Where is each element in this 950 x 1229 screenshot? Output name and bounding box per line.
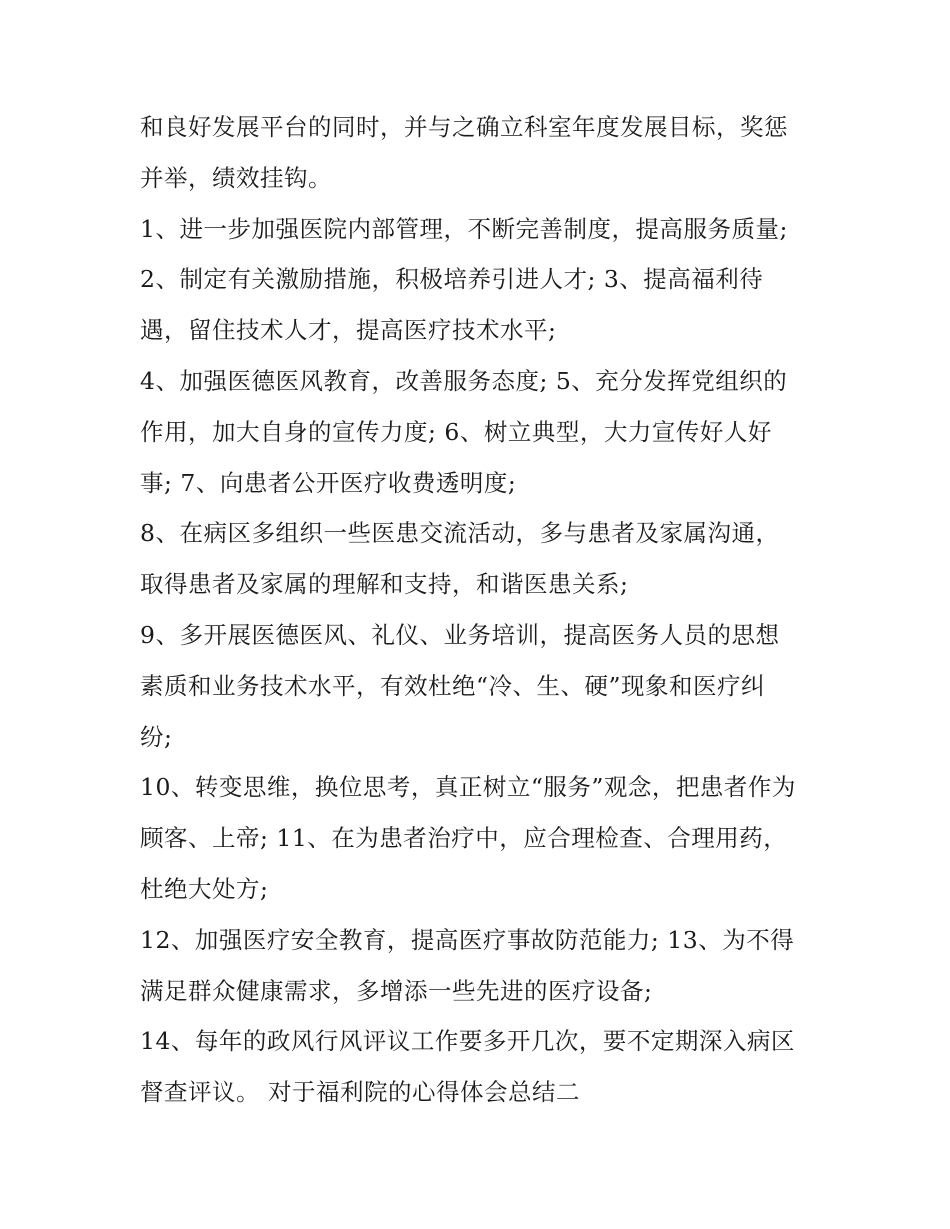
text-line: 作用，加大自身的宣传力度; 6、树立典型，大力宣传好人好 (140, 417, 772, 446)
text-line: 事; 7、向患者公开医疗收费透明度; (140, 468, 517, 497)
text-line: 2、制定有关激励措施，积极培养引进人才; 3、提高福利待 (140, 265, 764, 294)
text-line: 杜绝大处方; (140, 874, 269, 903)
text-line: 和良好发展平台的同时，并与之确立科室年度发展目标，奖惩 (140, 113, 788, 141)
text-line: 14、每年的政风行风评议工作要多开几次，要不定期深入病区 (140, 1027, 795, 1056)
text-line: 4、加强医德医风教育，改善服务态度; 5、充分发挥党组织的 (140, 366, 788, 395)
text-line: 10、转变思维，换位思考，真正树立“服务”观念，把患者作为 (140, 773, 796, 802)
text-line: 1、进一步加强医院内部管理，不断完善制度，提高服务质量; (140, 214, 788, 243)
text-line: 12、加强医疗安全教育，提高医疗事故防范能力; 13、为不得 (140, 925, 795, 954)
text-line: 8、在病区多组织一些医患交流活动，多与患者及家属沟通， (140, 519, 780, 548)
text-line: 素质和业务技术水平，有效杜绝“冷、生、硬”现象和医疗纠 (140, 671, 766, 700)
text-line: 并举，绩效挂钩。 (140, 163, 332, 192)
text-line: 9、多开展医德医风、礼仪、业务培训，提高医务人员的思想 (140, 620, 780, 649)
document-body (140, 102, 830, 1118)
text-line: 满足群众健康需求，多增添一些先进的医疗设备; (140, 976, 653, 1005)
text-line: 取得患者及家属的理解和支持，和谐医患关系; (140, 570, 629, 599)
text-line: 纷; (140, 722, 173, 751)
text-line: 遇，留住技术人才，提高医疗技术水平; (140, 316, 557, 345)
text-line: 督查评议。 对于福利院的心得体会总结二 (140, 1078, 580, 1107)
text-line: 顾客、上帝; 11、在为患者治疗中，应合理检查、合理用药， (140, 824, 788, 853)
